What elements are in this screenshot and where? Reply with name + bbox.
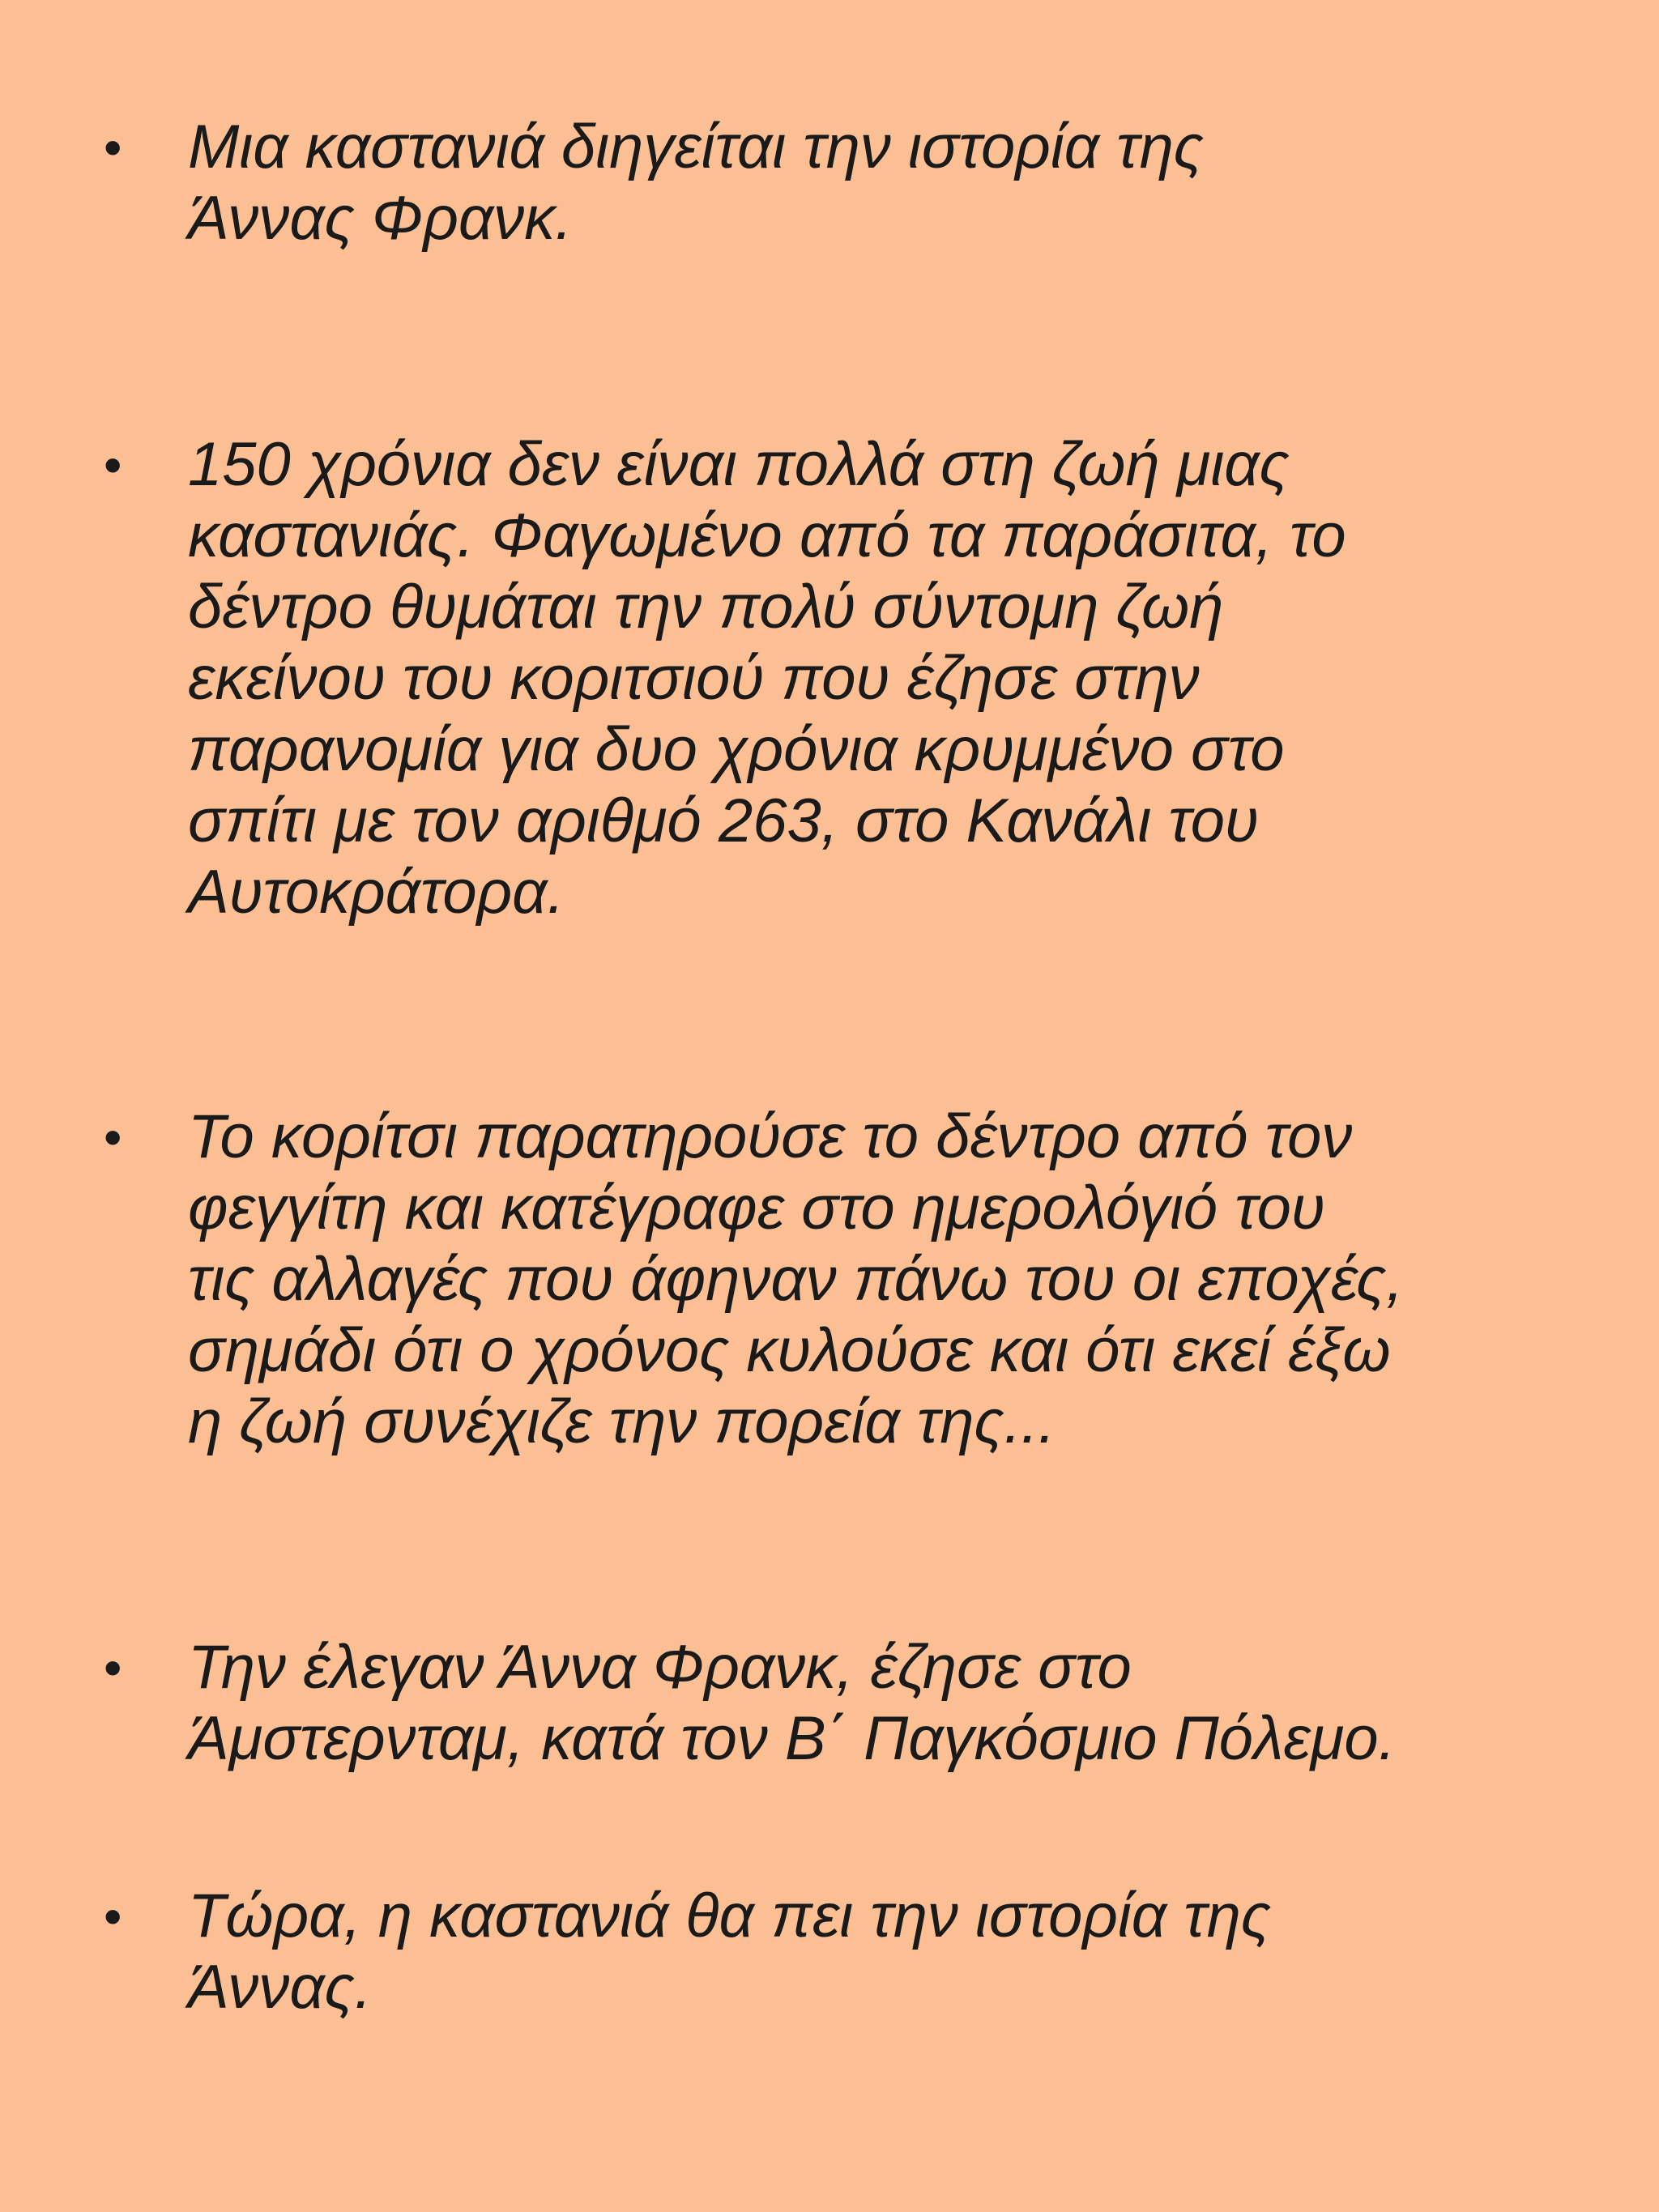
bullet-point-icon: • (104, 1639, 122, 1697)
bullet-point-icon: • (104, 436, 122, 494)
bullet-point-icon: • (104, 1887, 122, 1946)
bullet-text: Την έλεγαν Άννα Φρανκ, έζησε στο Άμστερνταμ, κατά τον Β΄ Παγκόσμιο Πόλεμο. (188, 1633, 1396, 1773)
bullet-text: 150 χρόνια δεν είναι πολλά στη ζωή μιας καστανιάς. Φαγωμένο από τα παράσιτα, το δέντρο θυμάται την πολύ σύντομη ζωή εκείνου του κοριτσιού που έζησε στην παρανομία για δυο χρόνια κρυμμένο στο σπίτι με τον αριθμό 263, στο Κανάλι του Αυτοκράτορα. (188, 430, 1346, 927)
bullet-point-icon: • (104, 118, 122, 177)
bullet-text: Το κορίτσι παρατηρούσε το δέντρο από τον φεγγίτη και κατέγραφε στο ημερολόγιό του τις αλλαγές που άφηναν πάνω του οι εποχές, σημάδι ότι ο χρόνος κυλούσε και ότι εκεί έξω η ζωή συνέχιζε την πορεία της... (188, 1102, 1404, 1456)
bullet-text: Μια καστανιά διηγείται την ιστορία της Άννας Φρανκ. (188, 113, 1204, 253)
bullet-text: Τώρα, η καστανιά θα πει την ιστορία της Άννας. (188, 1882, 1271, 2022)
bullet-point-icon: • (104, 1108, 122, 1166)
